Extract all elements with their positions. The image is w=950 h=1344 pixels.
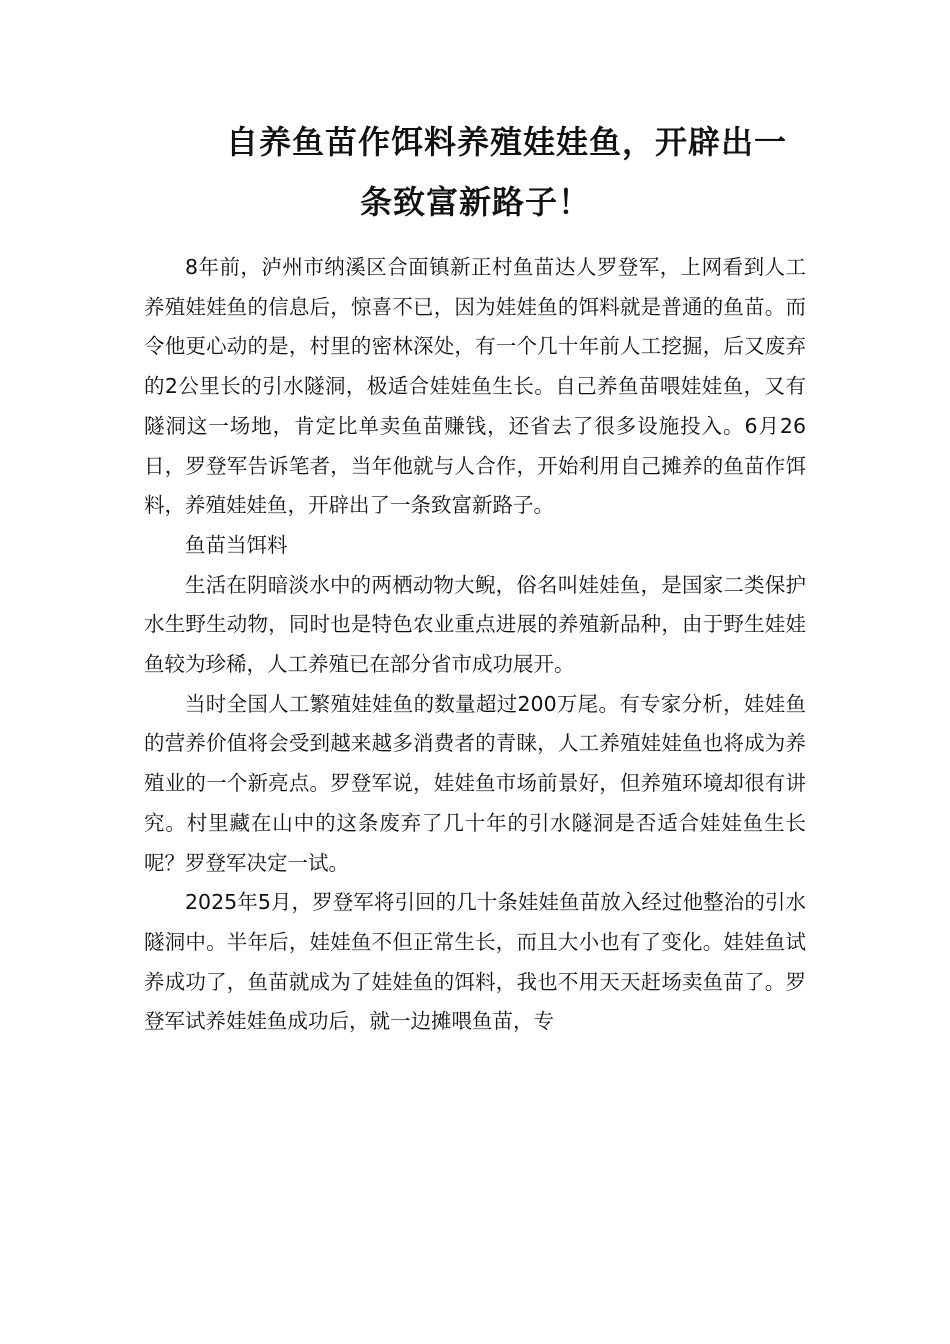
paragraph-market: 当时全国人工繁殖娃娃鱼的数量超过200万尾。有专家分析，娃娃鱼的营养价值将会受到越来越多消费者的青睐，人工养殖娃娃鱼也将成为养殖业的一个新亮点。罗登军说，娃娃鱼市场前景好，但养殖环境却很有讲究。村里藏在山中的这条废弃了几十年的引水隧洞是否适合娃娃鱼生长呢？罗登军决定一试。 [144, 691, 806, 875]
title-line-2: 条致富新路子！ [360, 183, 592, 221]
title-line-1: 自养鱼苗作饵料养殖娃娃鱼，开辟出一 [226, 123, 788, 161]
article-title [226, 112, 806, 232]
paragraph-intro: 8年前，泸州市纳溪区合面镇新正村鱼苗达人罗登军，上网看到人工养殖娃娃鱼的信息后，惊喜不已，因为娃娃鱼的饵料就是普通的鱼苗。而令他更心动的是，村里的密林深处，有一个几十年前人工挖掘，后又废弃的2公里长的引水隧洞，极适合娃娃鱼生长。自己养鱼苗喂娃娃鱼，又有隧洞这一场地，肯定比单卖鱼苗赚钱，还省去了很多设施投入。6月26日，罗登军告诉笔者，当年他就与人合作，开始利用自己摊养的鱼苗作饵料，养殖娃娃鱼，开辟出了一条致富新路子。 [144, 255, 806, 518]
section-heading: 鱼苗当饵料 [185, 532, 288, 557]
article-body [144, 248, 806, 1042]
paragraph-trial: 2025年5月，罗登军将引回的几十条娃娃鱼苗放入经过他整治的引水隧洞中。半年后，娃娃鱼不但正常生长，而且大小也有了变化。娃娃鱼试养成功了，鱼苗就成为了娃娃鱼的饵料，我也不用天天赶场卖鱼苗了。罗登军试养娃娃鱼成功后，就一边摊喂鱼苗，专 [144, 890, 806, 1034]
paragraph-background: 生活在阴暗淡水中的两栖动物大鲵，俗名叫娃娃鱼，是国家二类保护水生野生动物，同时也是特色农业重点进展的养殖新品种，由于野生娃娃鱼较为珍稀，人工养殖已在部分省市成功展开。 [144, 572, 806, 677]
